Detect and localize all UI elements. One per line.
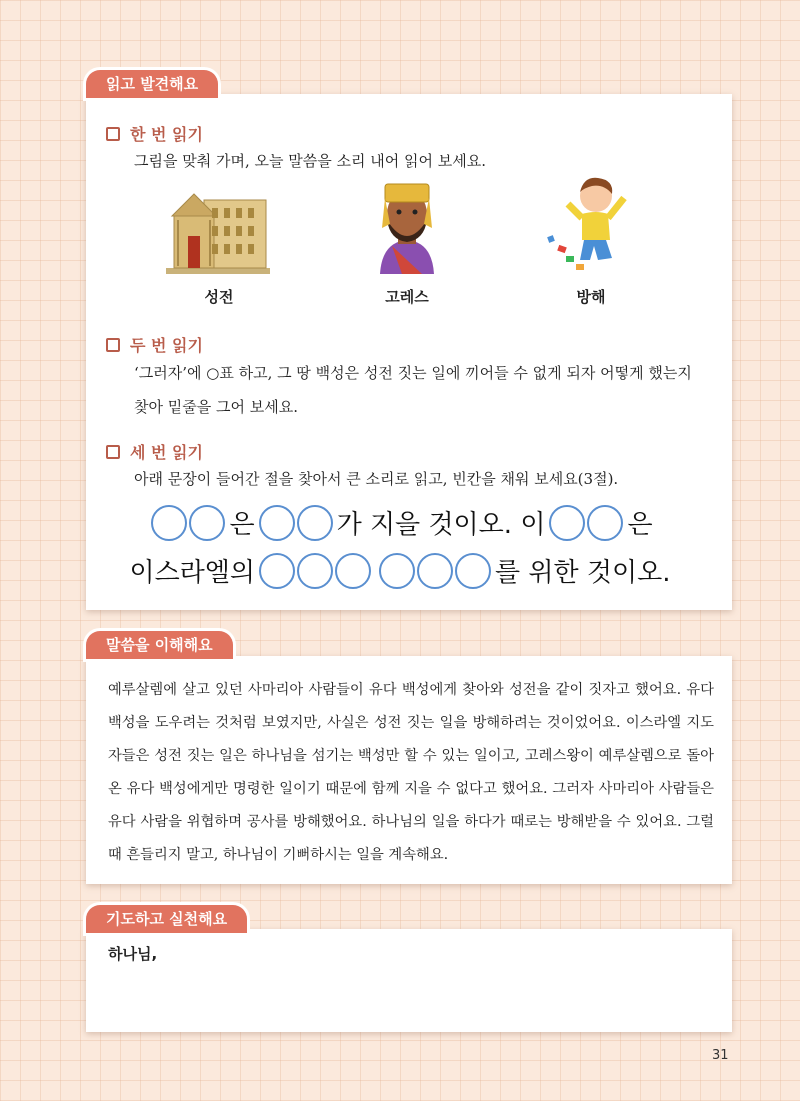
blank-circle[interactable]: [297, 553, 333, 589]
understand-word-tab: 말씀을 이해해요: [86, 631, 233, 659]
pray-practice-card: [86, 929, 732, 1032]
blank-group: [150, 505, 226, 541]
blank-circle[interactable]: [417, 553, 453, 589]
boy-caption: 방해: [576, 288, 606, 306]
blank-circle[interactable]: [297, 505, 333, 541]
fill-text: 은: [229, 510, 255, 540]
third-reading-instruction: 아래 문장이 들어간 절을 찾아서 큰 소리로 읽고, 빈칸을 채워 보세요(3절).: [134, 470, 619, 488]
temple-caption: 성전: [204, 288, 234, 306]
temple-icon: [164, 180, 274, 276]
fill-text: 가 지을 것이오. 이: [336, 510, 546, 540]
checkbox-icon[interactable]: [106, 127, 120, 141]
fill-text: 를 위한 것이오.: [495, 558, 671, 588]
blank-circle[interactable]: [259, 505, 295, 541]
blank-group: [378, 553, 492, 589]
second-reading-title: 두 번 읽기: [130, 336, 203, 355]
third-reading-heading: [106, 440, 203, 463]
king-caption: 고레스: [385, 288, 429, 306]
understand-word-text: 예루살렘에 살고 있던 사마리아 사람들이 유다 백성에게 찾아와 성전을 같이 짓자고 했어요. 유다 백성을 도우려는 것처럼 보였지만, 사실은 성전 짓는 일을 방해하려는 것이었어요. 이스라엘 지도자들은 성전 짓는 일은 하나님을 섬기는 백성만 할 수 있는 일이고, 고레스왕이 예루살렘으로 돌아온 유다 백성에게만 명령한 일이기 때문에 함께 지을 수 없다고 했어요. 그러자 사마리아 사람들은 유다 사람을 위협하며 공사를 방해했어요. 하나님의 일을 하다가 때로는 방해받을 수 있어요. 그럴 때 흔들리지 말고, 하나님이 기뻐하시는 일을 계속해요.: [108, 682, 714, 863]
first-reading-heading: [106, 122, 203, 145]
blank-circle[interactable]: [587, 505, 623, 541]
blank-circle[interactable]: [259, 553, 295, 589]
blank-circle[interactable]: [151, 505, 187, 541]
prayer-text: 하나님,: [108, 945, 158, 963]
blank-circle[interactable]: [455, 553, 491, 589]
checkbox-icon[interactable]: [106, 445, 120, 459]
blank-group: [548, 505, 624, 541]
pray-practice-tab: 기도하고 실천해요: [86, 905, 247, 933]
king-icon: [352, 176, 462, 272]
first-reading-title: 한 번 읽기: [130, 125, 203, 144]
fill-in-line-2: [0, 552, 800, 589]
blank-circle[interactable]: [335, 553, 371, 589]
second-reading-line1: ‘그러자’에 ○표 하고, 그 땅 백성은 성전 짓는 일에 끼어들 수 없게 되자 어떻게 했는지: [134, 364, 692, 382]
blank-circle[interactable]: [189, 505, 225, 541]
page-number: 31: [712, 1048, 729, 1063]
read-discover-tab: 읽고 발견해요: [86, 70, 218, 98]
blank-circle[interactable]: [379, 553, 415, 589]
blank-circle[interactable]: [549, 505, 585, 541]
blank-group: [258, 553, 372, 589]
blank-group: [258, 505, 334, 541]
fill-text: 이스라엘의: [129, 558, 256, 588]
first-reading-instruction: 그림을 맞춰 가며, 오늘 말씀을 소리 내어 읽어 보세요.: [134, 152, 486, 170]
boy-disruption-icon: [536, 174, 646, 270]
second-reading-heading: [106, 333, 203, 356]
third-reading-title: 세 번 읽기: [130, 443, 203, 462]
second-reading-line2: 찾아 밑줄을 그어 보세요.: [134, 398, 298, 416]
fill-in-line-1: [0, 504, 800, 541]
checkbox-icon[interactable]: [106, 338, 120, 352]
fill-text: 은: [627, 510, 653, 540]
